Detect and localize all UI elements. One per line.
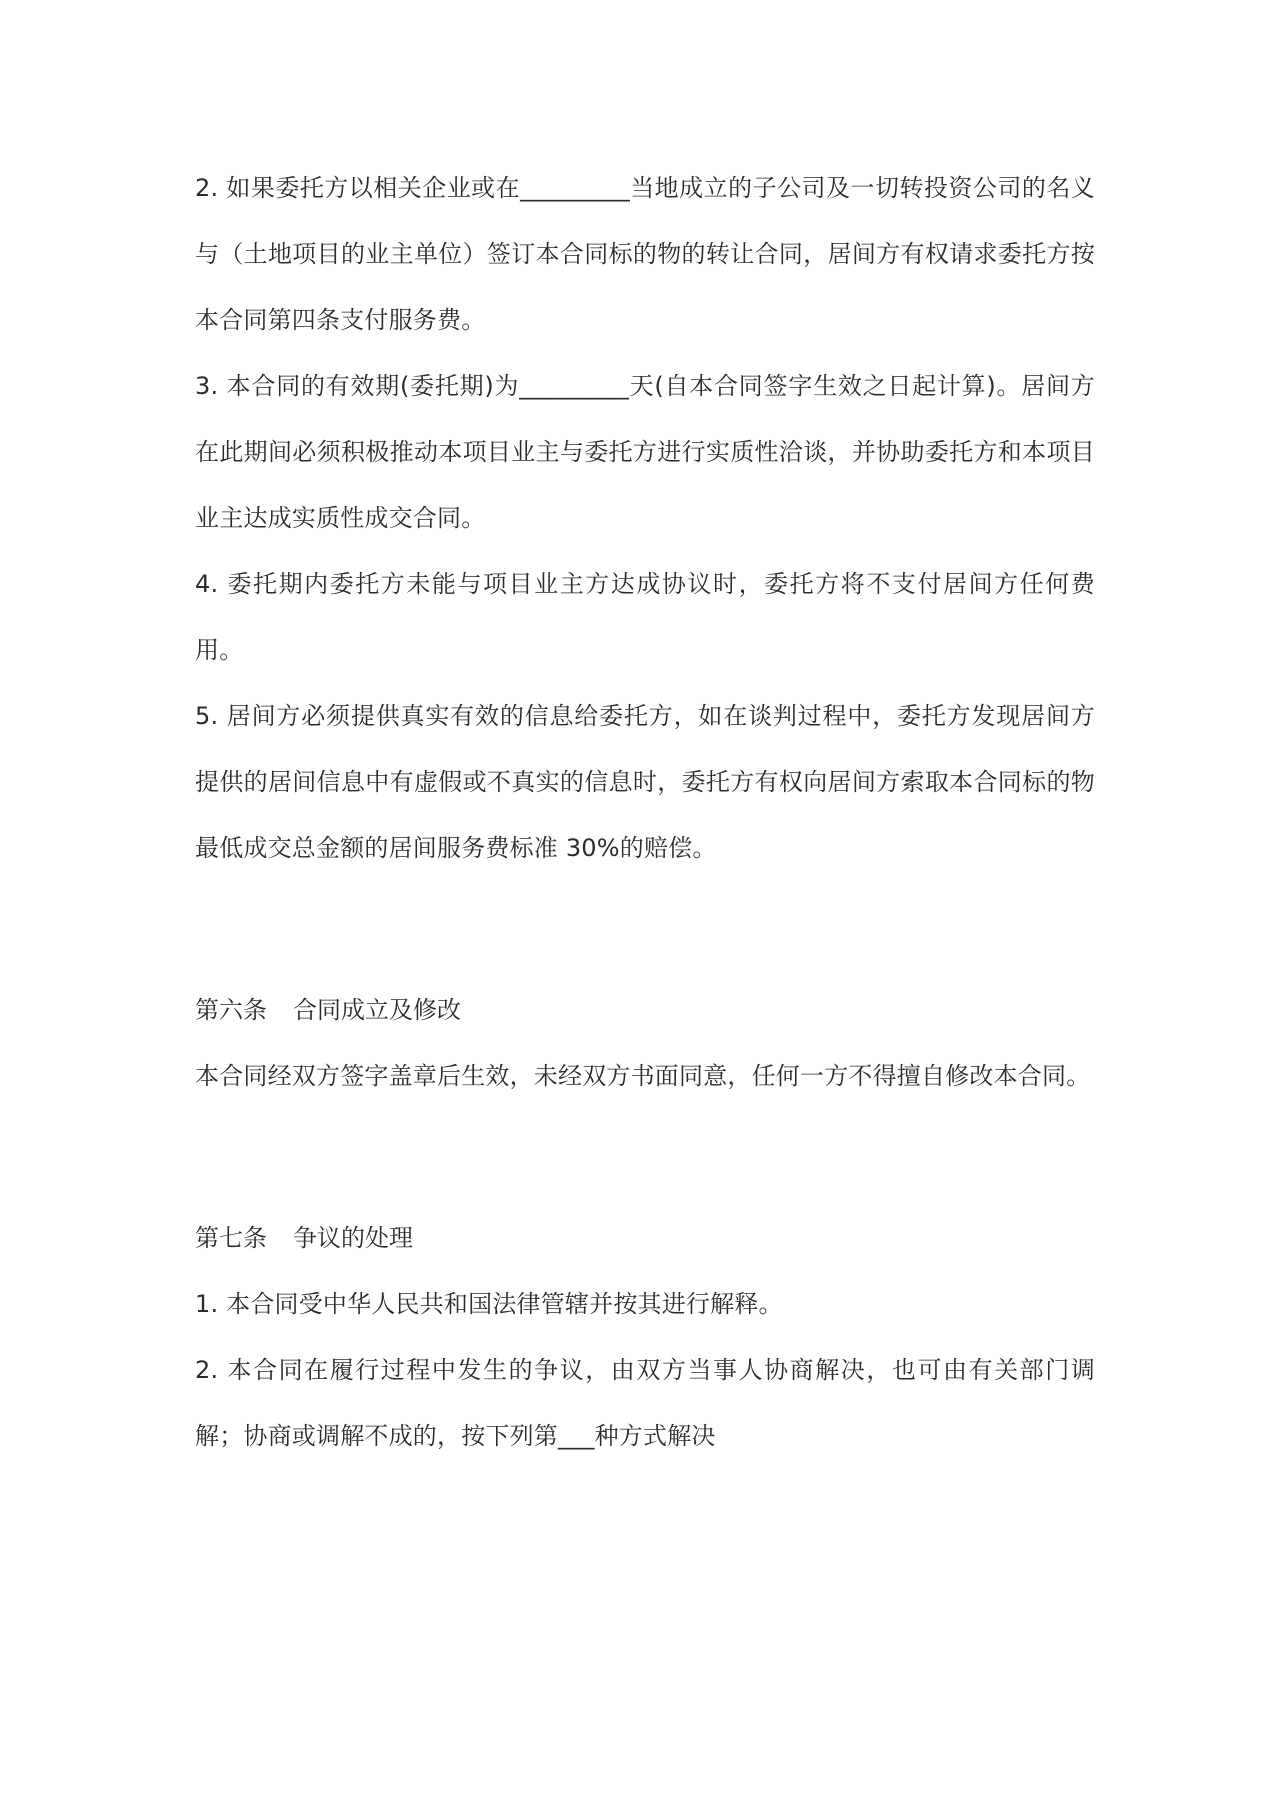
section-6-heading xyxy=(195,977,1095,1043)
section-7-heading xyxy=(195,1205,1095,1271)
clause-5-item-2: 2. 如果委托方以相关企业或在_________当地成立的子公司及一切转投资公司的名义与（土地项目的业主单位）签订本合同标的物的转让合同，居间方有权请求委托方按本合同第四条支付服务费。 xyxy=(195,174,1095,334)
clause-7-item-2: 2. 本合同在履行过程中发生的争议，由双方当事人协商解决，也可由有关部门调解；协商或调解不成的，按下列第___种方式解决 xyxy=(195,1356,1095,1450)
section-6-body: 本合同经双方签字盖章后生效，未经双方书面同意，任何一方不得擅自修改本合同。 xyxy=(195,1062,1091,1090)
clause-7-item-1: 1. 本合同受中华人民共和国法律管辖并按其进行解释。 xyxy=(195,1290,783,1318)
clause-5-item-5: 5. 居间方必须提供真实有效的信息给委托方，如在谈判过程中，委托方发现居间方提供的居间信息中有虚假或不真实的信息时，委托方有权向居间方索取本合同标的物最低成交总金额的居间服务费标准 30%的赔偿。 xyxy=(195,702,1095,862)
section-spacer xyxy=(195,1109,1095,1205)
section-7-number: 第七条 xyxy=(195,1224,267,1252)
clause-5-item-4: 4. 委托期内委托方未能与项目业主方达成协议时，委托方将不支付居间方任何费用。 xyxy=(195,570,1095,664)
section-7-title: 争议的处理 xyxy=(293,1224,413,1252)
section-6-title: 合同成立及修改 xyxy=(293,996,461,1024)
section-6-number: 第六条 xyxy=(195,996,267,1024)
document-page xyxy=(195,155,1095,1469)
section-spacer xyxy=(195,881,1095,977)
clause-5-item-3: 3. 本合同的有效期(委托期)为_________天(自本合同签字生效之日起计算)。居间方在此期间必须积极推动本项目业主与委托方进行实质性洽谈，并协助委托方和本项目业主达成实质性成交合同。 xyxy=(195,372,1095,532)
